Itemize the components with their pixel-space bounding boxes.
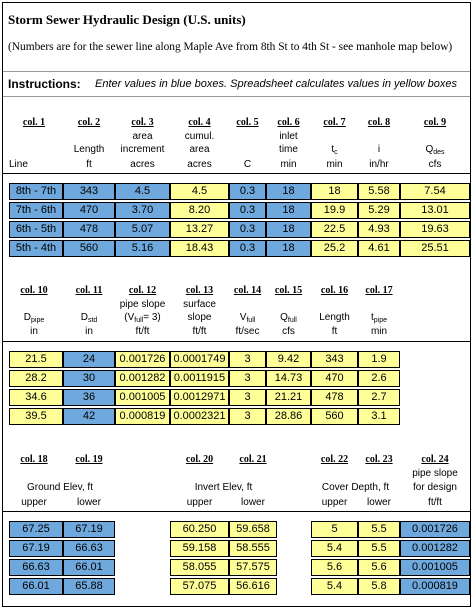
table-2-header-rule [3, 341, 471, 342]
col-13-title: col. 13 [185, 285, 214, 296]
col-8-unit: in/hr [369, 159, 389, 170]
col-6-title: col. 6 [277, 117, 300, 128]
invert-lower-cell: 59.658 [229, 521, 277, 538]
col-24-title: col. 24 [421, 454, 449, 465]
col-4-title: col. 4 [188, 117, 211, 128]
cover-upper-cell: 5.4 [311, 578, 358, 595]
vfull-cell: 3 [229, 408, 266, 425]
ground-lower-cell[interactable]: 67.19 [63, 521, 115, 538]
qfull-cell: 28.86 [266, 408, 311, 425]
dstd-cell[interactable]: 30 [63, 370, 115, 387]
ground-elev-group-label: Ground Elev, ft [27, 482, 93, 493]
col-5-title: col. 5 [236, 117, 259, 128]
col-10-desc-2: $D_{pipe}$ [23, 312, 45, 324]
dpipe-cell: 39.5 [9, 408, 63, 425]
tc-cell: 25.2 [311, 240, 358, 257]
tc-cell: 18 [311, 183, 358, 200]
cover-upper-cell: 5.4 [311, 540, 358, 557]
col-15-desc-2: $Q_{full}$ [280, 312, 297, 324]
tpipe-cell: 2.6 [358, 370, 400, 387]
pipe-slope-cell: 0.001726 [115, 351, 170, 368]
table-1-header-rule [3, 173, 471, 174]
design-slope-cell[interactable]: 0.001005 [400, 559, 470, 576]
col-19-unit: lower [77, 497, 101, 508]
pipe-slope-cell: 0.001282 [115, 370, 170, 387]
instructions-bar [3, 71, 471, 97]
ground-lower-cell[interactable]: 66.63 [63, 540, 115, 557]
col-19-title: col. 19 [75, 454, 103, 465]
col-9-unit: cfs [428, 159, 442, 170]
length-cell[interactable]: 470 [63, 202, 115, 219]
col-15-title: col. 15 [274, 285, 303, 296]
col-14-unit: ft/sec [235, 326, 260, 337]
col-16-desc-2: Length [319, 312, 350, 323]
col-11-title: col. 11 [75, 285, 103, 296]
col-10-unit: in [30, 326, 38, 337]
col-14-desc-2: $V_{full}$ [239, 312, 256, 324]
col-10-title: col. 10 [20, 285, 48, 296]
cover-lower-cell: 5.5 [358, 521, 400, 538]
col-4-desc-2: area [189, 144, 210, 155]
surface-slope-cell: 0.0011915 [170, 370, 229, 387]
col-1-unit: Line [9, 159, 28, 170]
design-slope-cell[interactable]: 0.000819 [400, 578, 470, 595]
cover-upper-cell: 5.6 [311, 559, 358, 576]
cover-lower-cell: 5.8 [358, 578, 400, 595]
col-9-title: col. 9 [423, 117, 447, 128]
page-note: (Numbers are for the sewer line along Maple Ave from 8th St to 4th St - see manhole map below) [8, 41, 453, 53]
dpipe-cell: 28.2 [9, 370, 63, 387]
cumul-area-cell: 13.27 [170, 221, 229, 238]
col-22-title: col. 22 [320, 454, 349, 465]
runoff-c-cell[interactable]: 0.3 [229, 240, 266, 257]
cumul-area-cell: 18.43 [170, 240, 229, 257]
col-13-desc-2: slope [187, 312, 212, 323]
col-6-unit: min [280, 159, 297, 170]
invert-lower-cell: 58.555 [229, 540, 277, 557]
intensity-cell: 5.58 [358, 183, 400, 200]
ground-lower-cell[interactable]: 65.88 [63, 578, 115, 595]
dstd-cell[interactable]: 42 [63, 408, 115, 425]
col-7-title: col. 7 [323, 117, 346, 128]
col-5-unit: C [243, 159, 252, 170]
col-6-desc-2: time [279, 144, 298, 155]
col-18-title: col. 18 [20, 454, 48, 465]
length-cell: 560 [311, 408, 358, 425]
pipe-slope-cell: 0.000819 [115, 408, 170, 425]
col-17-unit: min [370, 326, 388, 337]
vfull-cell: 3 [229, 370, 266, 387]
qdes-cell: 19.63 [400, 221, 470, 238]
col-4-unit: acres [187, 159, 212, 170]
col-7-desc-2: $t_c$ [331, 144, 338, 156]
col-23-unit: lower [367, 497, 391, 508]
tpipe-cell: 3.1 [358, 408, 400, 425]
col-17-desc-2: $t_{pipe}$ [370, 312, 387, 324]
col-17-title: col. 17 [365, 285, 393, 296]
col-12-unit: ft/ft [135, 326, 150, 337]
col-15-unit: cfs [282, 326, 295, 337]
cover-lower-cell: 5.5 [358, 540, 400, 557]
surface-slope-cell: 0.0002321 [170, 408, 229, 425]
inlet-time-cell[interactable]: 18 [266, 202, 311, 219]
col-11-unit: in [85, 326, 93, 337]
dstd-cell[interactable]: 24 [63, 351, 115, 368]
col-22-unit: upper [321, 497, 348, 508]
intensity-cell: 5.29 [358, 202, 400, 219]
tpipe-cell: 2.7 [358, 389, 400, 406]
tc-cell: 22.5 [311, 221, 358, 238]
area-increment-cell[interactable]: 3.70 [115, 202, 170, 219]
col-7-unit: min [326, 159, 343, 170]
pipe-slope-cell: 0.001005 [115, 389, 170, 406]
col-3-unit: acres [130, 159, 155, 170]
line-cell[interactable]: 8th - 7th [9, 183, 63, 200]
col-20-title: col. 20 [185, 454, 214, 465]
tc-cell: 19.9 [311, 202, 358, 219]
invert-elev-group-label: Invert Elev, ft [194, 482, 253, 493]
qdes-cell: 7.54 [400, 183, 470, 200]
col-12-desc: pipe slope [119, 299, 166, 310]
instructions-text: Enter values in blue boxes. Spreadsheet calculates values in yellow boxes [95, 78, 457, 90]
runoff-c-cell[interactable]: 0.3 [229, 202, 266, 219]
qdes-cell: 25.51 [400, 240, 470, 257]
col-24-unit: ft/ft [428, 497, 442, 508]
invert-upper-cell: 58.055 [170, 559, 229, 576]
dpipe-cell: 21.5 [9, 351, 63, 368]
length-cell[interactable]: 343 [63, 183, 115, 200]
col-2-title: col. 2 [77, 117, 101, 128]
instructions-label: Instructions: [8, 77, 81, 91]
invert-upper-cell: 57.075 [170, 578, 229, 595]
surface-slope-cell: 0.0012971 [170, 389, 229, 406]
ground-upper-cell[interactable]: 66.01 [9, 578, 63, 595]
col-16-title: col. 16 [320, 285, 349, 296]
col-13-unit: ft/ft [192, 326, 207, 337]
line-cell[interactable]: 6th - 5th [9, 221, 63, 238]
col-3-title: col. 3 [131, 117, 154, 128]
col-6-desc: inlet [279, 131, 298, 142]
intensity-cell: 4.93 [358, 221, 400, 238]
col-21-unit: lower [241, 497, 265, 508]
ground-upper-cell[interactable]: 66.63 [9, 559, 63, 576]
col-24-desc-2: for design [413, 482, 457, 493]
invert-lower-cell: 56.616 [229, 578, 277, 595]
area-increment-cell[interactable]: 5.07 [115, 221, 170, 238]
area-increment-cell[interactable]: 5.16 [115, 240, 170, 257]
cover-lower-cell: 5.6 [358, 559, 400, 576]
col-1-title: col. 1 [22, 117, 46, 128]
col-3-desc-2: increment [120, 144, 165, 155]
area-increment-cell[interactable]: 4.5 [115, 183, 170, 200]
col-11-desc-2: $D_{std}$ [80, 312, 98, 324]
ground-lower-cell[interactable]: 66.01 [63, 559, 115, 576]
inlet-time-cell[interactable]: 18 [266, 240, 311, 257]
design-slope-cell[interactable]: 0.001726 [400, 521, 470, 538]
invert-lower-cell: 57.575 [229, 559, 277, 576]
length-cell: 478 [311, 389, 358, 406]
col-23-title: col. 23 [365, 454, 393, 465]
runoff-c-cell[interactable]: 0.3 [229, 183, 266, 200]
col-2-unit: ft [86, 159, 92, 170]
col-2-desc: Length [73, 144, 105, 155]
vfull-cell: 3 [229, 389, 266, 406]
qfull-cell: 9.42 [266, 351, 311, 368]
cover-depth-group-label: Cover Depth, ft [321, 482, 390, 493]
length-cell[interactable]: 478 [63, 221, 115, 238]
col-18-unit: upper [21, 497, 47, 508]
runoff-c-cell[interactable]: 0.3 [229, 221, 266, 238]
col-24-desc: pipe slope [412, 468, 458, 479]
cumul-area-cell: 8.20 [170, 202, 229, 219]
design-slope-cell[interactable]: 0.001282 [400, 540, 470, 557]
cumul-area-cell: 4.5 [170, 183, 229, 200]
cover-upper-cell: 5 [311, 521, 358, 538]
page-title: Storm Sewer Hydraulic Design (U.S. units) [8, 12, 246, 27]
invert-upper-cell: 59.158 [170, 540, 229, 557]
ground-upper-cell[interactable]: 67.25 [9, 521, 63, 538]
col-9-desc-2: $Q_{des}$ [425, 144, 445, 156]
col-3-desc: area [132, 131, 153, 142]
ground-upper-cell[interactable]: 67.19 [9, 540, 63, 557]
qfull-cell: 14.73 [266, 370, 311, 387]
col-4-desc: cumul. [184, 131, 215, 142]
invert-upper-cell: 60.250 [170, 521, 229, 538]
col-12-desc-2: $(V_{full}= 3)$ [124, 312, 161, 324]
col-14-title: col. 14 [233, 285, 262, 296]
line-cell[interactable]: 5th - 4th [9, 240, 63, 257]
inlet-time-cell[interactable]: 18 [266, 183, 311, 200]
length-cell[interactable]: 560 [63, 240, 115, 257]
dstd-cell[interactable]: 36 [63, 389, 115, 406]
col-16-unit: ft [331, 326, 338, 337]
dpipe-cell: 34.6 [9, 389, 63, 406]
qfull-cell: 21.21 [266, 389, 311, 406]
length-cell: 470 [311, 370, 358, 387]
qdes-cell: 13.01 [400, 202, 470, 219]
table-3-header-rule [3, 511, 471, 512]
col-8-desc-2: i [377, 144, 381, 155]
col-8-title: col. 8 [367, 117, 391, 128]
vfull-cell: 3 [229, 351, 266, 368]
col-20-unit: upper [186, 497, 213, 508]
inlet-time-cell[interactable]: 18 [266, 221, 311, 238]
tpipe-cell: 1.9 [358, 351, 400, 368]
surface-slope-cell: 0.0001749 [170, 351, 229, 368]
line-cell[interactable]: 7th - 6th [9, 202, 63, 219]
col-21-title: col. 21 [239, 454, 267, 465]
col-12-title: col. 12 [128, 285, 157, 296]
intensity-cell: 4.61 [358, 240, 400, 257]
spreadsheet [2, 2, 471, 607]
length-cell: 343 [311, 351, 358, 368]
col-13-desc: surface [183, 299, 216, 310]
